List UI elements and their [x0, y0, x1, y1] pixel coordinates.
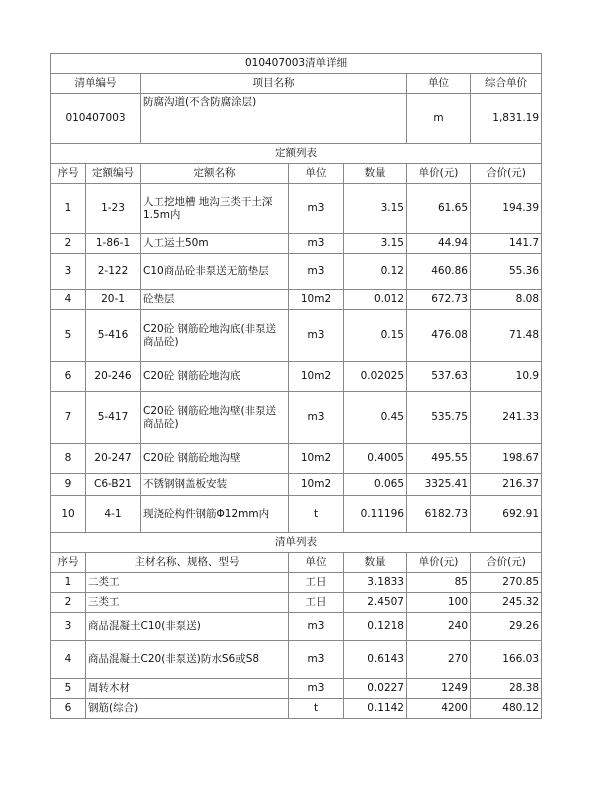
table-row — [51, 362, 542, 392]
col-price: 单价(元) — [407, 164, 471, 184]
col-quota-code: 定额编号 — [86, 164, 141, 184]
quota-header-row — [51, 164, 542, 184]
row-seq: 1 — [51, 573, 86, 593]
bill-detail-table — [50, 53, 542, 719]
table-row — [51, 641, 542, 679]
row-unit: m3 — [289, 184, 344, 234]
row-name: 钢筋(综合) — [86, 699, 289, 719]
row-name: C20砼 钢筋砼地沟壁(非泵送商品砼) — [141, 392, 289, 444]
row-price: 537.63 — [407, 362, 471, 392]
row-price: 3325.41 — [407, 474, 471, 496]
row-qty: 0.11196 — [344, 496, 407, 533]
row-name: C20砼 钢筋砼地沟底 — [141, 362, 289, 392]
col-material-name: 主材名称、规格、型号 — [86, 553, 289, 573]
row-name: C10商品砼非泵送无筋垫层 — [141, 254, 289, 290]
row-price: 495.55 — [407, 444, 471, 474]
table-row — [51, 593, 542, 613]
bill-code-header: 清单编号 — [51, 74, 141, 94]
table-row — [51, 496, 542, 533]
row-total: 692.91 — [471, 496, 542, 533]
row-unit: m3 — [289, 679, 344, 699]
row-qty: 0.012 — [344, 290, 407, 310]
material-section-title: 清单列表 — [51, 533, 542, 553]
row-total: 245.32 — [471, 593, 542, 613]
row-seq: 9 — [51, 474, 86, 496]
row-seq: 7 — [51, 392, 86, 444]
row-total: 55.36 — [471, 254, 542, 290]
row-total: 241.33 — [471, 392, 542, 444]
row-total: 480.12 — [471, 699, 542, 719]
row-name: C20砼 钢筋砼地沟底(非泵送商品砼) — [141, 310, 289, 362]
row-total: 29.26 — [471, 613, 542, 641]
col-total: 合价(元) — [471, 164, 542, 184]
row-name: 二类工 — [86, 573, 289, 593]
row-total: 71.48 — [471, 310, 542, 362]
row-unit: m3 — [289, 234, 344, 254]
row-total: 270.85 — [471, 573, 542, 593]
col-unit: 单位 — [289, 164, 344, 184]
row-code: C6-B21 — [86, 474, 141, 496]
row-qty: 0.065 — [344, 474, 407, 496]
table-row — [51, 392, 542, 444]
row-qty: 0.0227 — [344, 679, 407, 699]
table-row — [51, 234, 542, 254]
row-code: 1-23 — [86, 184, 141, 234]
row-price: 476.08 — [407, 310, 471, 362]
row-total: 8.08 — [471, 290, 542, 310]
row-name: 商品混凝土C20(非泵送)防水S6或S8 — [86, 641, 289, 679]
col-qty: 数量 — [344, 164, 407, 184]
col-qty: 数量 — [344, 553, 407, 573]
table-row — [51, 699, 542, 719]
row-qty: 0.45 — [344, 392, 407, 444]
table-row — [51, 310, 542, 362]
unit-header: 单位 — [407, 74, 471, 94]
row-name: 现浇砼构件钢筋Φ12mm内 — [141, 496, 289, 533]
row-price: 61.65 — [407, 184, 471, 234]
row-seq: 8 — [51, 444, 86, 474]
row-code: 4-1 — [86, 496, 141, 533]
col-seq: 序号 — [51, 164, 86, 184]
row-name: 人工挖地槽 地沟三类干土深1.5m内 — [141, 184, 289, 234]
row-name: 周转木材 — [86, 679, 289, 699]
row-price: 460.86 — [407, 254, 471, 290]
table-row — [51, 444, 542, 474]
item-name-header: 项目名称 — [141, 74, 407, 94]
row-seq: 2 — [51, 593, 86, 613]
row-qty: 0.15 — [344, 310, 407, 362]
table-row — [51, 184, 542, 234]
table-row — [51, 679, 542, 699]
unit-price-header: 综合单价 — [471, 74, 542, 94]
row-seq: 10 — [51, 496, 86, 533]
row-price: 85 — [407, 573, 471, 593]
row-price: 44.94 — [407, 234, 471, 254]
row-name: 不锈钢钢盖板安装 — [141, 474, 289, 496]
table-row — [51, 613, 542, 641]
table-row — [51, 474, 542, 496]
row-seq: 1 — [51, 184, 86, 234]
quota-section-title: 定额列表 — [51, 144, 542, 164]
row-total: 166.03 — [471, 641, 542, 679]
table-title: 010407003清单详细 — [51, 54, 542, 74]
row-code: 2-122 — [86, 254, 141, 290]
col-unit: 单位 — [289, 553, 344, 573]
row-price: 270 — [407, 641, 471, 679]
col-seq: 序号 — [51, 553, 86, 573]
row-qty: 0.02025 — [344, 362, 407, 392]
bill-code: 010407003 — [51, 94, 141, 144]
row-seq: 5 — [51, 679, 86, 699]
item-unit-price: 1,831.19 — [471, 94, 542, 144]
row-total: 141.7 — [471, 234, 542, 254]
row-seq: 3 — [51, 254, 86, 290]
row-qty: 0.12 — [344, 254, 407, 290]
row-total: 194.39 — [471, 184, 542, 234]
row-unit: 10m2 — [289, 444, 344, 474]
table-row — [51, 254, 542, 290]
row-name: C20砼 钢筋砼地沟壁 — [141, 444, 289, 474]
item-name: 防腐沟道(不含防腐涂层) — [141, 94, 407, 144]
row-seq: 5 — [51, 310, 86, 362]
row-code: 1-86-1 — [86, 234, 141, 254]
row-total: 28.38 — [471, 679, 542, 699]
row-unit: m3 — [289, 613, 344, 641]
row-qty: 3.15 — [344, 184, 407, 234]
row-price: 4200 — [407, 699, 471, 719]
col-total: 合价(元) — [471, 553, 542, 573]
row-unit: t — [289, 699, 344, 719]
row-total: 10.9 — [471, 362, 542, 392]
material-header-row — [51, 553, 542, 573]
row-price: 100 — [407, 593, 471, 613]
col-price: 单价(元) — [407, 553, 471, 573]
row-name: 三类工 — [86, 593, 289, 613]
row-qty: 0.6143 — [344, 641, 407, 679]
row-unit: 10m2 — [289, 290, 344, 310]
row-seq: 6 — [51, 699, 86, 719]
row-total: 216.37 — [471, 474, 542, 496]
row-name: 砼垫层 — [141, 290, 289, 310]
row-unit: m3 — [289, 392, 344, 444]
row-qty: 0.1218 — [344, 613, 407, 641]
table-row — [51, 290, 542, 310]
row-qty: 3.15 — [344, 234, 407, 254]
item-unit: m — [407, 94, 471, 144]
row-total: 198.67 — [471, 444, 542, 474]
row-price: 240 — [407, 613, 471, 641]
row-code: 20-247 — [86, 444, 141, 474]
row-price: 535.75 — [407, 392, 471, 444]
row-unit: 工日 — [289, 593, 344, 613]
table-row — [51, 573, 542, 593]
row-unit: 10m2 — [289, 362, 344, 392]
row-seq: 2 — [51, 234, 86, 254]
row-unit: m3 — [289, 254, 344, 290]
col-quota-name: 定额名称 — [141, 164, 289, 184]
row-name: 商品混凝土C10(非泵送) — [86, 613, 289, 641]
row-code: 5-416 — [86, 310, 141, 362]
row-price: 672.73 — [407, 290, 471, 310]
row-unit: 10m2 — [289, 474, 344, 496]
row-unit: 工日 — [289, 573, 344, 593]
row-qty: 2.4507 — [344, 593, 407, 613]
row-qty: 0.4005 — [344, 444, 407, 474]
row-price: 1249 — [407, 679, 471, 699]
row-unit: m3 — [289, 310, 344, 362]
row-price: 6182.73 — [407, 496, 471, 533]
row-seq: 6 — [51, 362, 86, 392]
row-unit: m3 — [289, 641, 344, 679]
row-seq: 3 — [51, 613, 86, 641]
row-seq: 4 — [51, 290, 86, 310]
row-seq: 4 — [51, 641, 86, 679]
row-qty: 3.1833 — [344, 573, 407, 593]
row-code: 5-417 — [86, 392, 141, 444]
row-qty: 0.1142 — [344, 699, 407, 719]
row-code: 20-246 — [86, 362, 141, 392]
row-unit: t — [289, 496, 344, 533]
row-code: 20-1 — [86, 290, 141, 310]
row-name: 人工运土50m — [141, 234, 289, 254]
